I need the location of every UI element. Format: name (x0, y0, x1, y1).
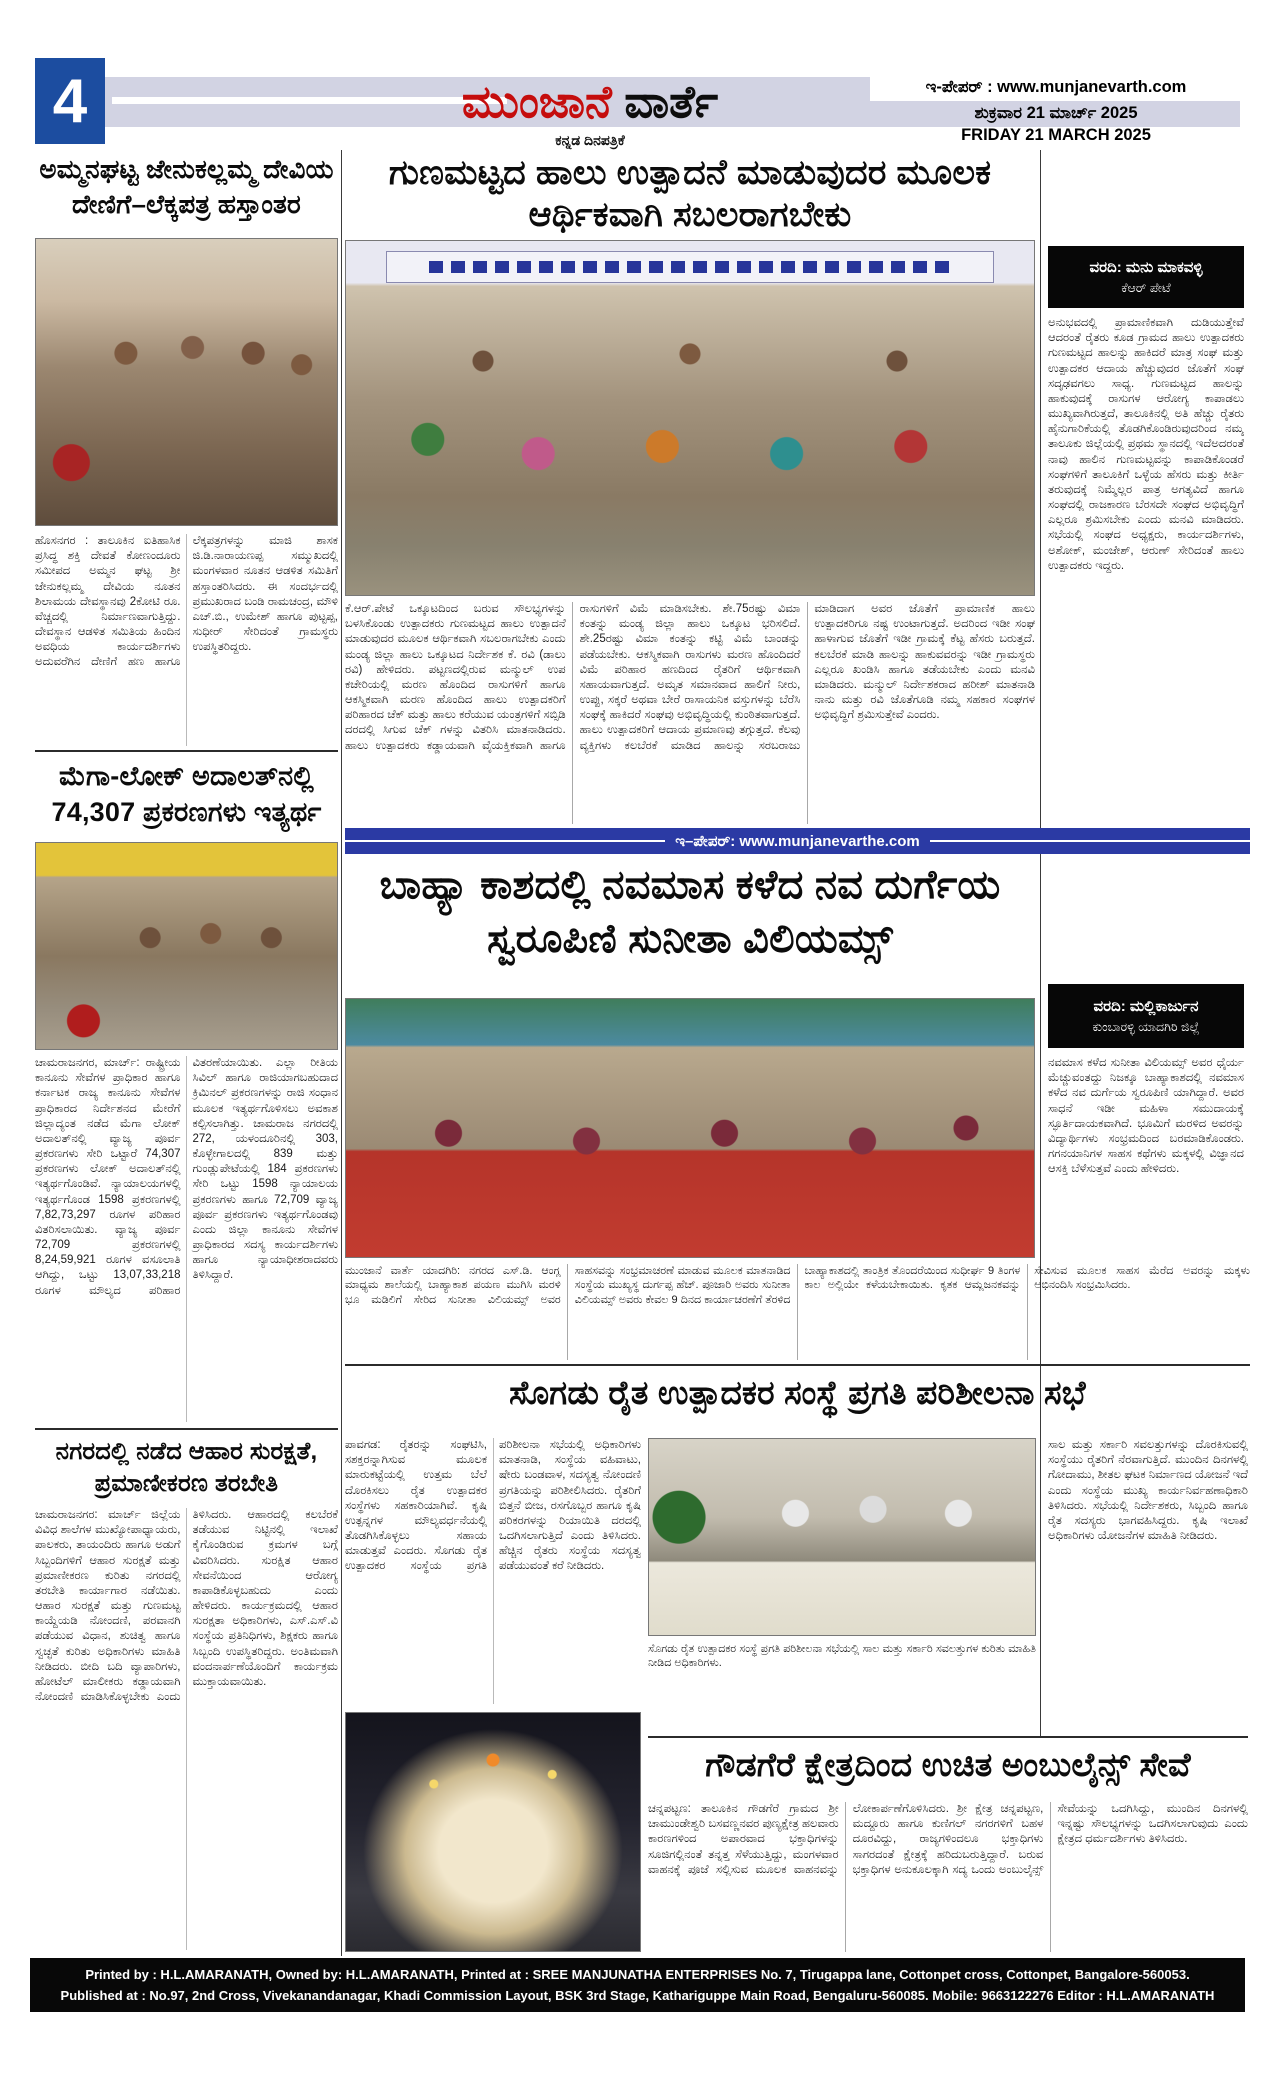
epaper-band-line-right (930, 840, 1250, 842)
suneetha-side-body: ನವಮಾಸ ಕಳೆದ ಸುನೀತಾ ವಿಲಿಯಮ್ಸ್ ಅವರ ಧೈರ್ಯ ಮೆಚ್ಚುವಂತದ್ದು ನಿಜಕ್ಕೂ ಬಾಹ್ಯಾಕಾಶದಲ್ಲಿ ನವಮಾಸ ಕಳೆದ ನವ ದುರ್ಗೆಯ ಸ್ವರೂಪಿಣಿ ಯಾಗಿದ್ದಾರೆ. ಅವರ ಸಾಧನೆ ಇಡೀ ಮಹಿಳಾ ಸಮುದಾಯಕ್ಕೆ ಸ್ಫೂರ್ತಿದಾಯಕವಾಗಿದೆ. ಭೂಮಿಗೆ ಮರಳಿದ ಅವರನ್ನು ವಿದ್ಯಾರ್ಥಿಗಳು ಸಂಭ್ರಮದಿಂದ ಬರಮಾಡಿಕೊಂಡರು. ಗಗನಯಾನಿಗಳ ಸಾಹಸ ಕಥೆಗಳು ಮಕ್ಕಳಲ್ಲಿ ವಿಜ್ಞಾನದ ಆಸಕ್ತಿ ಬೆಳೆಸುತ್ತವೆ ಎಂದು ಹೇಳಿದರು. (1048, 1057, 1244, 1176)
epaper-band-line-left (345, 840, 665, 842)
article2-headline: ಮೆಗಾ-ಲೋಕ್ ಅದಾಲತ್‌ನಲ್ಲಿ 74,307 ಪ್ರಕರಣಗಳು ಇತ್ಯರ್ಥ (51, 761, 322, 828)
masthead-subtitle: ಕನ್ನಡ ದಿನಪತ್ರಿಕೆ (555, 132, 625, 148)
article2-photo (35, 842, 338, 1050)
divider-left-center (341, 150, 342, 1956)
article3-headline: ನಗರದಲ್ಲಿ ನಡೆದ ಆಹಾರ ಸುರಕ್ಷತೆ, ಪ್ರಮಾಣೀಕರಣ ತರಬೇತಿ (55, 1438, 318, 1498)
masthead-title-black: ವಾರ್ತೆ (624, 76, 719, 127)
suneetha-byline-place: ಕುಂಬಾರಳ್ಳಿ ಯಾದಗಿರಿ ಜಿಲ್ಲೆ (1092, 1019, 1200, 1034)
suneetha-caption: ಮುಂಜಾನೆ ವಾರ್ತೆ ಯಾದಗಿರಿ: ನಗರದ ಎಸ್.ಡಿ. ಆಂಗ್ಲ ಮಾಧ್ಯಮ ಶಾಲೆಯಲ್ಲಿ ಬಾಹ್ಯಾಕಾಶ ಪಯಣ ಮುಗಿಸಿ ಮರಳಿ ಭೂ ಮಡಿಲಿಗೆ ಸೇರಿದ ಸುನೀತಾ ವಿಲಿಯಮ್ಸ್ ಅವರ ಸಾಹಸವನ್ನು ಸಂಭ್ರಮಾಚರಣೆ ಮಾಡುವ ಮೂಲಕ ಮಾತನಾಡಿದ ಸಂಸ್ಥೆಯ ಮುಖ್ಯಸ್ಥ ದುರ್ಗಪ್ಪ ಹೆಚ್. ಪೂಜಾರಿ ಅವರು ಸುನೀತಾ ವಿಲಿಯಮ್ಸ್ ಅವರು ಕೇವಲ 9 ದಿನದ ಕಾರ್ಯಾಚರಣೆಗೆ ತೆರಳಿದ ಬಾಹ್ಯಾಕಾಶದಲ್ಲಿ ತಾಂತ್ರಿಕ ತೊಂದರೆಯಿಂದ ಸುಧೀರ್ಘ 9 ತಿಂಗಳ ಕಾಲ ಅಲ್ಲಿಯೇ ಕಳೆಯಬೇಕಾಯಿತು. ಕೃತಕ ಆಮ್ಲಜನಕವನ್ನು ಸೇವಿಸುವ ಮೂಲಕ ಸಾಹಸ ಮೆರೆದ ಅವರನ್ನು ಮಕ್ಕಳು ಅಭಿನಂದಿಸಿ ಸಂಭ್ರಮಿಸಿದರು. (345, 1265, 1250, 1306)
sogadu-photo (648, 1438, 1036, 1636)
article1-photo (35, 238, 338, 526)
imprint-line-1: Printed by : H.L.AMARANATH, Owned by: H.L.AMARANATH, Printed at : SREE MANJUNATHA ENTERPRISES No. 7, Tirugappa lane, Cottonpet cross, Cottonpet, Bangalore-560053. (85, 1967, 1190, 1982)
milk-photo (345, 240, 1035, 596)
article1-headline: ಅಮ್ಮನಘಟ್ಟ ಜೇನುಕಲ್ಲಮ್ಮ ದೇವಿಯ ದೇಣಿಗೆ–ಲೆಕ್ಕಪತ್ರ ಹಸ್ತಾಂತರ (39, 154, 334, 220)
suneetha-headline: ಬಾಹ್ಯಾ ಕಾಶದಲ್ಲಿ ನವಮಾಸ ಕಳೆದ ನವ ದುರ್ಗೆಯ ಸ್ವರೂಪಿಣಿ ಸುನೀತಾ ವಿಲಿಯಮ್ಸ್ (379, 863, 1001, 961)
sogadu-caption: ಸೊಗಡು ರೈತ ಉತ್ಪಾದಕರ ಸಂಸ್ಥೆ ಪ್ರಗತಿ ಪರಿಶೀಲನಾ ಸಭೆಯಲ್ಲಿ ಸಾಲ ಮತ್ತು ಸರ್ಕಾರಿ ಸವಲತ್ತುಗಳ ಕುರಿತು ಮಾಹಿತಿ ನೀಡಿದ ಅಧಿಕಾರಿಗಳು. (648, 1643, 1036, 1670)
milk-side-body: ಅನುಭವದಲ್ಲಿ ಪ್ರಾಮಾಣಿಕವಾಗಿ ದುಡಿಯುತ್ತೇವೆ ಆದರಂತೆ ರೈತರು ಕೂಡ ಗ್ರಾಮದ ಹಾಲು ಉತ್ಪಾದಕರು ಗುಣಮಟ್ಟದ ಹಾಲನ್ನು ಹಾಕಿದರೆ ಮಾತ್ರ ಸಂಘ ಮತ್ತು ಉತ್ಪಾದಕರ ಆದಾಯ ಹೆಚ್ಚುವುದರ ಜೊತೆಗೆ ಸಂಘ ಸದೃಢವಗಲು ಸಾಧ್ಯ. ಗುಣಮಟ್ಟದ ಹಾಲನ್ನು ಹಾಕುವುದಕ್ಕೆ ರಾಸುಗಳ ಆರೋಗ್ಯ ಕಾಪಾಡಲು ಮುಖ್ಯವಾಗಿರುತ್ತದೆ, ತಾಲೂಕಿನಲ್ಲಿ ಅತಿ ಹೆಚ್ಚು ರೈತರು ಹೈನುಗಾರಿಕೆಯಲ್ಲಿ ತೊಡಗಿಕೊಂಡಿರುವುದರಿಂದ ನಮ್ಮ ತಾಲೂಕು ಜಿಲ್ಲೆಯಲ್ಲಿ ಪ್ರಥಮ ಸ್ಥಾನದಲ್ಲಿ ಇದೆಅದರಂತೆ ನಾವು ಹಾಲಿನ ಗುಣಮಟ್ಟವನ್ನು ಕಾಪಾಡಿಕೊಂಡರೆ ಸಂಘಗಳಿಗೆ ತಾಲೂಕಿಗೆ ಒಳ್ಳೆಯ ಹೆಸರು ಮತ್ತು ಕೀರ್ತಿ ತರುವುದಕ್ಕೆ ನಿಮ್ಮೆಲ್ಲರ ಪಾತ್ರ ಅಗತ್ಯವಿದೆ ಹಾಗೂ ಸಂಘದಲ್ಲಿ ರಾಜಕಾರಣ ಬೆರಸದೇ ಸಂಘದ ಅಭಿವೃದ್ಧಿಗೆ ಎಲ್ಲರೂ ಶ್ರಮಿಸಬೇಕು ಎಂದು ಮನವಿ ಮಾಡಿದರು. ಸಭೆಯಲ್ಲಿ ಸಂಘದ ಅಧ್ಯಕ್ಷರು, ಕಾರ್ಯದರ್ಶಿಗಳು, ಅಶೋಕ್, ಮಂಜೇಶ್, ಆರುಣ್ ಸೇರಿದಂತೆ ಹಾಲು ಉತ್ಪಾದಕರು ಇದ್ದರು. (1048, 317, 1244, 572)
page-number: 4 (35, 58, 105, 144)
section-rule (35, 1428, 338, 1430)
ambulance-body: ಚನ್ನಪಟ್ಟಣ: ತಾಲೂಕಿನ ಗೌಡಗೆರೆ ಗ್ರಾಮದ ಶ್ರೀ ಚಾಮುಂಡೇಶ್ವರಿ ಬಸವಣ್ಣನವರ ಪುಣ್ಯಕ್ಷೇತ್ರ ಹಲವಾರು ಕಾರಣಗಳಿಂದ ಅಪಾರವಾದ ಭಕ್ತಾಧಿಗಳನ್ನು ಸೂಜಿಗಲ್ಲಿನಂತೆ ತನ್ನತ್ತ ಸೆಳೆಯುತ್ತಿದ್ದು, ಮಂಗಳವಾರ ವಾಹನಕ್ಕೆ ಪೂಜೆ ಸಲ್ಲಿಸುವ ಮೂಲಕ ವಾಹನವನ್ನು ಲೋಕಾರ್ಪಣೆಗೊಳಿಸಿದರು. ಶ್ರೀ ಕ್ಷೇತ್ರ ಚನ್ನಪಟ್ಟಣ, ಮದ್ದೂರು ಹಾಗೂ ಕುಣಿಗಲ್ ನಗರಗಳಿಗೆ ಬಹಳ ದೂರವಿದ್ದು, ರಾಜ್ಯಗಳಿಂದಲೂ ಭಕ್ತಾಧಿಗಳು ಸಾಗರದಂತೆ ಕ್ಷೇತ್ರಕ್ಕೆ ಹರಿದುಬರುತ್ತಿದ್ದಾರೆ. ಬರುವ ಭಕ್ತಾಧಿಗಳ ಅನುಕೂಲಕ್ಕಾಗಿ ಸದ್ಯ ಒಂದು ಅಂಬುಲೈನ್ಸ್ ಸೇವೆಯನ್ನು ಒದಗಿಸಿದ್ದು, ಮುಂದಿನ ದಿನಗಳಲ್ಲಿ ಇನ್ನಷ್ಟು ಸೌಲಭ್ಯಗಳನ್ನು ಒದಗಿಸಲಾಗುವುದು ಎಂದು ಕ್ಷೇತ್ರದ ಧರ್ಮದರ್ಶಿಗಳು ತಿಳಿಸಿದರು. (648, 1803, 1248, 1876)
ambulance-photo (345, 1712, 641, 1952)
masthead-title (380, 78, 800, 130)
date-kannada: ಶುಕ್ರವಾರ 21 ಮಾರ್ಚ್ 2025 (974, 104, 1138, 122)
imprint-footer (30, 1958, 1245, 2012)
imprint-line-2: Published at : No.97, 2nd Cross, Vivekanandanagar, Khadi Commission Layout, BSK 3rd Stage, Kathariguppe Main Road, Bengaluru-560085. Mobile: 9663122276 Editor : H.L.AMARANATH (60, 1988, 1215, 2003)
sogadu-side-body: ಸಾಲ ಮತ್ತು ಸರ್ಕಾರಿ ಸವಲತ್ತುಗಳನ್ನು ದೊರಕಿಸುವಲ್ಲಿ ಸಂಸ್ಥೆಯು ರೈತರಿಗೆ ನೆರವಾಗುತ್ತಿದೆ. ಮುಂದಿನ ದಿನಗಳಲ್ಲಿ ಗೋದಾಮು, ಶೀತಲ ಘಟಕ ನಿರ್ಮಾಣದ ಯೋಜನೆ ಇದೆ ಎಂದು ಸಂಸ್ಥೆಯ ಮುಖ್ಯ ಕಾರ್ಯನಿರ್ವಹಣಾಧಿಕಾರಿ ತಿಳಿಸಿದರು. ಸಭೆಯಲ್ಲಿ ನಿರ್ದೇಶಕರು, ಸಿಬ್ಬಂದಿ ಹಾಗೂ ರೈತ ಸದಸ್ಯರು ಭಾಗವಹಿಸಿದ್ದರು. ಕೃಷಿ ಇಲಾಖೆ ಅಧಿಕಾರಿಗಳು ಯೋಜನೆಗಳ ಮಾಹಿತಿ ನೀಡಿದರು. (1048, 1439, 1248, 1543)
milk-byline-reporter: ವರದಿ: ಮನು ಮಾಕವಳ್ಳಿ (1089, 258, 1203, 276)
section-rule (35, 750, 338, 752)
masthead-title-red: ಮುಂಜಾನೆ (461, 76, 612, 127)
article2-body: ಚಾಮರಾಜನಗರ, ಮಾರ್ಚ್: ರಾಷ್ಟ್ರೀಯ ಕಾನೂನು ಸೇವೆಗಳ ಪ್ರಾಧಿಕಾರ ಹಾಗೂ ಕರ್ನಾಟಕ ರಾಜ್ಯ ಕಾನೂನು ಸೇವೆಗಳ ಪ್ರಾಧಿಕಾರದ ನಿರ್ದೇಶನದ ಮೇರೆಗೆ ಜಿಲ್ಲಾದ್ಯಂತ ನಡೆದ ಮೆಗಾ ಲೋಕ್ ಅದಾಲತ್‌ನಲ್ಲಿ ವ್ಯಾಜ್ಯ ಪೂರ್ವ ಪ್ರಕರಣಗಳು ಸೇರಿ ಒಟ್ಟಾರೆ 74,307 ಪ್ರಕರಣಗಳು ಲೋಕ್ ಅದಾಲತ್‌ನಲ್ಲಿ ಇತ್ಯರ್ಥಗೊಂಡಿವೆ. ನ್ಯಾಯಾಲಯಗಳಲ್ಲಿ ಇತ್ಯರ್ಥಗೊಂಡ 1598 ಪ್ರಕರಣಗಳಲ್ಲಿ 7,82,73,297 ರೂಗಳ ಪರಿಹಾರ ವಿತರಿಸಲಾಯಿತು. ವ್ಯಾಜ್ಯ ಪೂರ್ವ 72,709 ಪ್ರಕರಣಗಳಲ್ಲಿ 8,24,59,921 ರೂಗಳ ವಸೂಲಾತಿ ಆಗಿದ್ದು, ಒಟ್ಟು 13,07,33,218 ರೂಗಳ ಮೌಲ್ಯದ ಪರಿಹಾರ ವಿತರಣೆಯಾಯಿತು. ಎಲ್ಲಾ ರೀತಿಯ ಸಿವಿಲ್ ಹಾಗೂ ರಾಜಿಯಾಗಬಹುದಾದ ಕ್ರಿಮಿನಲ್ ಪ್ರಕರಣಗಳನ್ನು ರಾಜಿ ಸಂಧಾನ ಮೂಲಕ ಇತ್ಯರ್ಥಗೊಳಿಸಲು ಅವಕಾಶ ಕಲ್ಪಿಸಲಾಗಿತ್ತು. ಚಾಮರಾಜ ನಗರದಲ್ಲಿ 272, ಯಳಂದೂರಿನಲ್ಲಿ 303, ಕೊಳ್ಳೇಗಾಲದಲ್ಲಿ 839 ಮತ್ತು ಗುಂಡ್ಲುಪೇಟೆಯಲ್ಲಿ 184 ಪ್ರಕರಣಗಳು ಸೇರಿ ಒಟ್ಟು 1598 ನ್ಯಾಯಾಲಯ ಪ್ರಕರಣಗಳು ಹಾಗೂ 72,709 ವ್ಯಾಜ್ಯ ಪೂರ್ವ ಪ್ರಕರಣಗಳು ಇತ್ಯರ್ಥಗೊಂಡವು ಎಂದು ಜಿಲ್ಲಾ ಕಾನೂನು ಸೇವೆಗಳ ಪ್ರಾಧಿಕಾರದ ಸದಸ್ಯ ಕಾರ್ಯದರ್ಶಿಗಳು ಹಾಗೂ ನ್ಯಾಯಾಧೀಶರಾದವರು ತಿಳಿಸಿದ್ದಾರೆ. (35, 1057, 338, 1297)
sogadu-headline: ಸೊಗಡು ರೈತ ಉತ್ಪಾದಕರ ಸಂಸ್ಥೆ ಪ್ರಗತಿ ಪರಿಶೀಲನಾ ಸಭೆ (509, 1374, 1086, 1411)
milk-headline: ಗುಣಮಟ್ಟದ ಹಾಲು ಉತ್ಪಾದನೆ ಮಾಡುವುದರ ಮೂಲಕ ಆರ್ಥಿಕವಾಗಿ ಸಬಲರಾಗಬೇಕು (388, 153, 992, 234)
suneetha-byline-reporter: ವರದಿ: ಮಲ್ಲಿಕಾರ್ಜುನ (1093, 997, 1199, 1015)
date-english: FRIDAY 21 MARCH 2025 (961, 126, 1151, 144)
milk-photo-banner (386, 251, 993, 283)
sogadu-body: ಪಾವಗಡ: ರೈತರನ್ನು ಸಂಘಟಿಸಿ, ಸಶಕ್ತರನ್ನಾಗಿಸುವ ಮೂಲಕ ಮಾರುಕಟ್ಟೆಯಲ್ಲಿ ಉತ್ತಮ ಬೆಲೆ ದೊರಕಿಸಲು ರೈತ ಉತ್ಪಾದಕರ ಸಂಸ್ಥೆಗಳು ಸಹಕಾರಿಯಾಗಿವೆ. ಕೃಷಿ ಉತ್ಪನ್ನಗಳ ಮೌಲ್ಯವರ್ಧನೆಯಲ್ಲಿ ತೊಡಗಿಸಿಕೊಳ್ಳಲು ಸಹಾಯ ಮಾಡುತ್ತವೆ ಎಂದರು. ಸೊಗಡು ರೈತ ಉತ್ಪಾದಕರ ಸಂಸ್ಥೆಯ ಪ್ರಗತಿ ಪರಿಶೀಲನಾ ಸಭೆಯಲ್ಲಿ ಅಧಿಕಾರಿಗಳು ಮಾತನಾಡಿ, ಸಂಸ್ಥೆಯ ವಹಿವಾಟು, ಷೇರು ಬಂಡವಾಳ, ಸದಸ್ಯತ್ವ ನೋಂದಣಿ ಪ್ರಗತಿಯನ್ನು ಪರಿಶೀಲಿಸಿದರು. ರೈತರಿಗೆ ಬಿತ್ತನೆ ಬೀಜ, ರಸಗೊಬ್ಬರ ಹಾಗೂ ಕೃಷಿ ಪರಿಕರಗಳನ್ನು ರಿಯಾಯಿತಿ ದರದಲ್ಲಿ ಒದಗಿಸಲಾಗುತ್ತಿದೆ ಎಂದು ತಿಳಿಸಿದರು. ಹೆಚ್ಚಿನ ರೈತರು ಸಂಸ್ಥೆಯ ಸದಸ್ಯತ್ವ ಪಡೆಯುವಂತೆ ಕರೆ ನೀಡಿದರು. (345, 1439, 641, 1573)
epaper-band-url: ಇ–ಪೇಪರ್: www.munjanevarthe.com (675, 832, 920, 850)
suneetha-byline-box (1048, 984, 1244, 1048)
milk-byline-place: ಕೆಆರ್ ಪೇಟೆ (1121, 280, 1171, 295)
section-rule (648, 1736, 1248, 1738)
suneetha-photo (345, 998, 1035, 1258)
milk-byline-box (1048, 246, 1244, 308)
divider-center-right (1040, 150, 1041, 1736)
article3-body: ಚಾಮರಾಜನಗರ: ಮಾರ್ಚ್ ಜಿಲ್ಲೆಯ ವಿವಿಧ ಶಾಲೆಗಳ ಮುಖ್ಯೋಪಾಧ್ಯಾಯರು, ಪಾಲಕರು, ತಾಯಂದಿರು ಹಾಗೂ ಅಡುಗೆ ಸಿಬ್ಬಂದಿಗಳಿಗೆ ಆಹಾರ ಸುರಕ್ಷತೆ ಮತ್ತು ಪ್ರಮಾಣೀಕರಣ ಕುರಿತು ನಗರದಲ್ಲಿ ತರಬೇತಿ ಕಾರ್ಯಾಗಾರ ನಡೆಯಿತು. ಆಹಾರ ಸುರಕ್ಷತೆ ಮತ್ತು ಗುಣಮಟ್ಟ ಕಾಯ್ದೆಯಡಿ ನೋಂದಣಿ, ಪರವಾನಗಿ ಪಡೆಯುವ ವಿಧಾನ, ಶುಚಿತ್ವ ಹಾಗೂ ಸ್ವಚ್ಛತೆ ಕುರಿತು ಅಧಿಕಾರಿಗಳು ಮಾಹಿತಿ ನೀಡಿದರು. ಬೀದಿ ಬದಿ ವ್ಯಾಪಾರಿಗಳು, ಹೋಟೆಲ್ ಮಾಲೀಕರು ಕಡ್ಡಾಯವಾಗಿ ನೋಂದಣಿ ಮಾಡಿಸಿಕೊಳ್ಳಬೇಕು ಎಂದು ತಿಳಿಸಿದರು. ಆಹಾರದಲ್ಲಿ ಕಲಬೆರಕೆ ತಡೆಯುವ ನಿಟ್ಟಿನಲ್ಲಿ ಇಲಾಖೆ ಕೈಗೊಂಡಿರುವ ಕ್ರಮಗಳ ಬಗ್ಗೆ ವಿವರಿಸಿದರು. ಸುರಕ್ಷಿತ ಆಹಾರ ಸೇವನೆಯಿಂದ ಆರೋಗ್ಯ ಕಾಪಾಡಿಕೊಳ್ಳಬಹುದು ಎಂದು ಹೇಳಿದರು. ಕಾರ್ಯಕ್ರಮದಲ್ಲಿ ಆಹಾರ ಸುರಕ್ಷತಾ ಅಧಿಕಾರಿಗಳು, ಎಸ್.ಎಸ್.ವಿ ಸಂಸ್ಥೆಯ ಪ್ರತಿನಿಧಿಗಳು, ಶಿಕ್ಷಕರು ಹಾಗೂ ಸಿಬ್ಬಂದಿ ಉಪಸ್ಥಿತರಿದ್ದರು. ಅಂತಿಮವಾಗಿ ವಂದನಾರ್ಪಣೆಯೊಂದಿಗೆ ಕಾರ್ಯಕ್ರಮ ಮುಕ್ತಾಯವಾಯಿತು. (35, 1509, 338, 1704)
article1-body: ಹೊಸನಗರ : ತಾಲೂಕಿನ ಐತಿಹಾಸಿಕ ಪ್ರಸಿದ್ಧ ಶಕ್ತಿ ದೇವತೆ ಕೋಣಂದೂರು ಸಮೀಪದ ಅಮ್ಮನ ಘಟ್ಟ ಶ್ರೀ ಜೇನುಕಲ್ಲಮ್ಮ ದೇವಿಯ ನೂತನ ಶಿಲಾಮಯ ದೇವಸ್ಥಾನವು 2ಕೋಟಿ ರೂ. ವೆಚ್ಚದಲ್ಲಿ ನಿರ್ಮಾಣವಾಗುತ್ತಿದ್ದು. ದೇವಸ್ಥಾನ ಆಡಳಿತ ಸಮಿತಿಯ ಹಿಂದಿನ ಅವಧಿಯ ಕಾರ್ಯದರ್ಶಿಗಳು ಅದುವರೆಗಿನ ದೇಣಿಗೆ ಹಣ ಹಾಗೂ ಲೆಕ್ಕಪತ್ರಗಳನ್ನು ಮಾಜಿ ಶಾಸಕ ಜಿ.ಡಿ.ನಾರಾಯಣಪ್ಪ ಸಮ್ಮುಖದಲ್ಲಿ ಮಂಗಳವಾರ ನೂತನ ಆಡಳಿತ ಸಮಿತಿಗೆ ಹಸ್ತಾಂತರಿಸಿದರು. ಈ ಸಂದರ್ಭದಲ್ಲಿ ಪ್ರಮುಖರಾದ ಬಂಡಿ ರಾಮಚಂದ್ರ, ಮೌಳಿ ಎಚ್.ಬಿ., ಉಮೇಶ್ ಹಾಗೂ ಪುಟ್ಟಪ್ಪ, ಸುಧೀರ್ ಸೇರಿದಂತೆ ಗ್ರಾಮಸ್ಥರು ಉಪಸ್ಥಿತರಿದ್ದರು. (35, 535, 338, 669)
epaper-band (345, 828, 1250, 854)
epaper-url: ಇ-ಪೇಪರ್ : www.munjanevarth.com (870, 74, 1242, 101)
ambulance-headline: ಗೌಡಗೆರೆ ಕ್ಷೇತ್ರದಿಂದ ಉಚಿತ ಅಂಬುಲೈನ್ಸ್ ಸೇವೆ (705, 1746, 1191, 1783)
milk-body: ಕೆ.ಆರ್.ಪೇಟೆ ಒಕ್ಕೂಟದಿಂದ ಬರುವ ಸೌಲಭ್ಯಗಳನ್ನು ಬಳಸಿಕೊಂಡು ಉತ್ಪಾದಕರು ಗುಣಮಟ್ಟದ ಹಾಲು ಉತ್ಪಾದನೆ ಮಾಡುವುದರ ಮೂಲಕ ಆರ್ಥಿಕವಾಗಿ ಸಬಲರಾಗಬೇಕು ಎಂದು ಮಂಡ್ಯ ಜಿಲ್ಲಾ ಹಾಲು ಒಕ್ಕೂಟದ ನಿರ್ದೇಶಕ ಕೆ. ರವಿ (ಡಾಲು ರವಿ) ಹೇಳಿದರು. ಪಟ್ಟಣದಲ್ಲಿರುವ ಮನ್ಮುಲ್ ಉಪ ಕಚೇರಿಯಲ್ಲಿ ಮರಣ ಹೊಂದಿದ ರಾಸುಗಳಿಗೆ ಹಾಗೂ ಆಕಸ್ಮಿಕವಾಗಿ ಮರಣ ಹೊಂದಿದ ಹಾಲು ಉತ್ಪಾದಕರಿಗೆ ಪರಿಹಾರದ ಚೆಕ್ ಮತ್ತು ಹಾಲು ಕರೆಯುವ ಯಂತ್ರಗಳಿಗೆ ಸಬ್ಸಿಡಿ ದರದಲ್ಲಿ ಸಿಗುವ ಚೆಕ್ ಗಳನ್ನು ವಿತರಿಸಿ ಮಾತನಾಡಿದರು. ಹಾಲು ಉತ್ಪಾದಕರು ಕಡ್ಡಾಯವಾಗಿ ವೈಯಕ್ತಿಕವಾಗಿ ಹಾಗೂ ರಾಸುಗಳಿಗೆ ವಿಮೆ ಮಾಡಿಸಬೇಕು. ಶೇ.75ರಷ್ಟು ವಿಮಾ ಕಂತನ್ನು ಮಂಡ್ಯ ಜಿಲ್ಲಾ ಹಾಲು ಒಕ್ಕೂಟ ಭರಿಸಲಿದೆ. ಶೇ.25ರಷ್ಟು ವಿಮಾ ಕಂತನ್ನು ಕಟ್ಟಿ ವಿಮೆ ಬಾಂಡನ್ನು ಪಡೆಯಬೇಕು. ಆಕಸ್ಮಿಕವಾಗಿ ರಾಸುಗಳು ಮರಣ ಹೊಂದಿದರೆ ವಿಮೆ ಪರಿಹಾರ ಹಣದಿಂದ ರೈತರಿಗೆ ಆರ್ಥಿಕವಾಗಿ ಸಹಾಯವಾಗುತ್ತದೆ. ಅಮೃತ ಸಮಾನವಾದ ಹಾಲಿಗೆ ನೀರು, ಉಪ್ಪು, ಸಕ್ಕರೆ ಅಥವಾ ಬೇರೆ ರಾಸಾಯನಿಕ ವಸ್ತುಗಳನ್ನು ಬೆರೆಸಿ ಸಂಘಕ್ಕೆ ಹಾಕಿದರೆ ಸಂಘವು ಅಭಿವೃದ್ಧಿಯಲ್ಲಿ ಕುಂಠಿತವಾಗುತ್ತದೆ. ಹಾಲು ಉತ್ಪಾದಕರಿಗೆ ಆದಾಯ ಪ್ರಮಾಣವು ತಗ್ಗುತ್ತದೆ. ಕೆಲವು ವ್ಯಕ್ತಿಗಳು ಕಲಬೆರಕೆ ಮಾಡಿದ ಹಾಲನ್ನು ಸರಬರಾಜು ಮಾಡಿದಾಗ ಅವರ ಜೊತೆಗೆ ಪ್ರಾಮಾಣಿಕ ಹಾಲು ಉತ್ಪಾದಕರಿಗೂ ನಷ್ಟ ಉಂಟಾಗುತ್ತದೆ. ಅದರಿಂದ ಇಡೀ ಸಂಘ ಹಾಳಾಗುವ ಜೊತೆಗೆ ಇಡೀ ಗ್ರಾಮಕ್ಕೆ ಕೆಟ್ಟ ಹೆಸರು ಬರುತ್ತದೆ. ಕಲಬೆರಕೆ ಮಾಡಿ ಹಾಲನ್ನು ಹಾಕುವವರನ್ನು ಇಡೀ ಗ್ರಾಮಸ್ಥರು ಎಲ್ಲರೂ ಖಂಡಿಸಿ ಹಾಗೂ ತಡೆಯಬೇಕು ಎಂದು ಮನವಿ ಮಾಡಿದರು. ಮನ್ಮುಲ್ ನಿರ್ದೇಶಕರಾದ ಹರೀಶ್ ಮಾತನಾಡಿ ನಾನು ಮತ್ತು ರವಿ ಜೊತೆಗೂಡಿ ನಮ್ಮ ಸಹಕಾರ ಸಂಘಗಳ ಅಭಿವೃದ್ಧಿಗೆ ಶ್ರಮಿಸುತ್ತೇವೆ ಎಂದರು. (345, 603, 1035, 752)
section-rule (345, 1364, 1250, 1366)
